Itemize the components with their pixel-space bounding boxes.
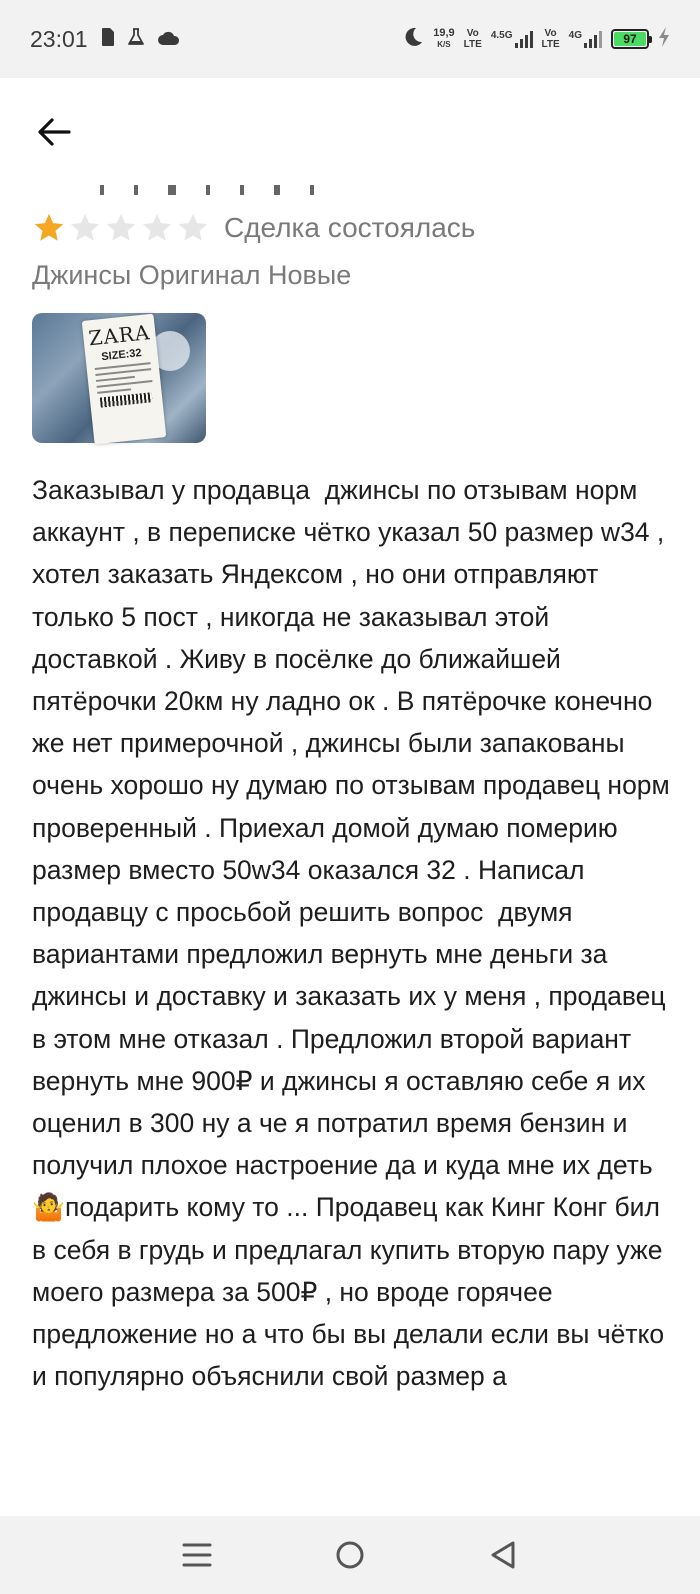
photo-tag-lines (95, 362, 153, 394)
sim1-volte-bottom: LTE (463, 39, 482, 50)
battery-icon (611, 29, 649, 49)
star-filled-icon (32, 211, 66, 245)
rating-row (32, 205, 672, 251)
star-empty-icon (68, 211, 102, 245)
status-bar (0, 0, 700, 78)
sim2-volte-bottom: LTE (541, 39, 560, 50)
photo-brand: ZARA (87, 320, 152, 351)
net-speed (433, 28, 454, 50)
rating-stars (32, 211, 210, 245)
home-icon (335, 1540, 365, 1570)
sim2-volte (542, 28, 560, 50)
star-empty-icon (104, 211, 138, 245)
deal-status: Сделка состоялась (224, 212, 476, 243)
navigation-bar (0, 1516, 700, 1594)
sim1-signal (491, 30, 533, 48)
system-back-button[interactable] (478, 1530, 528, 1580)
scrolled-off-text-remnant (100, 180, 440, 190)
app-header (0, 78, 700, 183)
sim2-net-type: 4G (568, 30, 582, 41)
status-time: 23:01 (30, 25, 88, 52)
charging-bolt-icon (658, 27, 670, 51)
review-card (32, 205, 678, 1547)
menu-icon (182, 1542, 212, 1568)
moon-icon (402, 26, 424, 52)
sim-card-icon (102, 28, 114, 50)
cloud-icon (158, 30, 180, 49)
star-empty-icon (140, 211, 174, 245)
sim2-volte-top: Vo (544, 28, 557, 39)
sim1-signal-bars-icon (515, 30, 533, 48)
back-triangle-icon (489, 1540, 517, 1570)
product-title[interactable]: Джинсы Оригинал Новые (32, 260, 352, 290)
flask-icon (128, 28, 144, 50)
recent-apps-button[interactable] (172, 1530, 222, 1580)
status-left (30, 26, 180, 53)
back-button[interactable] (30, 108, 78, 156)
sim2-signal-bars-icon (584, 30, 602, 48)
review-text: Заказывал у продавца джинсы по отзывам норм аккаунт , в переписке чётко указал 50 размер w34 , хотел заказать Яндексом , но они отправляют только 5 пост , никогда не заказывал этой доставкой . Живу в посёлке до ближайшей пятёрочки 20км ну ладно ок . В пятёрочке конечно же нет примерочной , джинсы были запакованы очень хорошо ну думаю по отзывам продавец норм проверенный . Приехал домой думаю померию размер вместо 50w34 оказался 32 . Написал продавцу с просьбой решить вопрос двумя вариантами предложил вернуть мне деньги за джинсы и доставку и заказать их у меня , продавец в этом мне отказал . Предложил второй вариант вернуть мне 900₽ и джинсы я оставляю себе я их оценил в 300 ну а че я потратил время бензин и получил плохое настроение да и куда мне их деть 🤷подарить кому то ... Продавец как Кинг Конг бил в себя в грудь и предлагал купить вторую пару уже моего размера за 500₽ , но вроде горячее предложение но а что бы вы делали если вы чётко и популярно объяснили свой размер а (32, 475, 678, 1392)
sim1-volte-top: Vo (466, 28, 479, 39)
star-empty-icon (176, 211, 210, 245)
net-speed-unit: K/S (437, 40, 451, 49)
photo-label-tag (82, 314, 167, 445)
sim1-net-type: 4.5G (490, 30, 513, 41)
home-button[interactable] (325, 1530, 375, 1580)
photo-size: SIZE:32 (100, 347, 143, 364)
barcode-icon (100, 392, 153, 407)
battery-level: 97 (614, 32, 646, 46)
sim2-signal (569, 30, 602, 48)
net-speed-value: 19,9 (433, 27, 455, 39)
status-right (402, 26, 670, 52)
sim1-volte (464, 28, 482, 50)
review-photo[interactable] (32, 313, 206, 443)
arrow-left-icon (37, 117, 71, 147)
